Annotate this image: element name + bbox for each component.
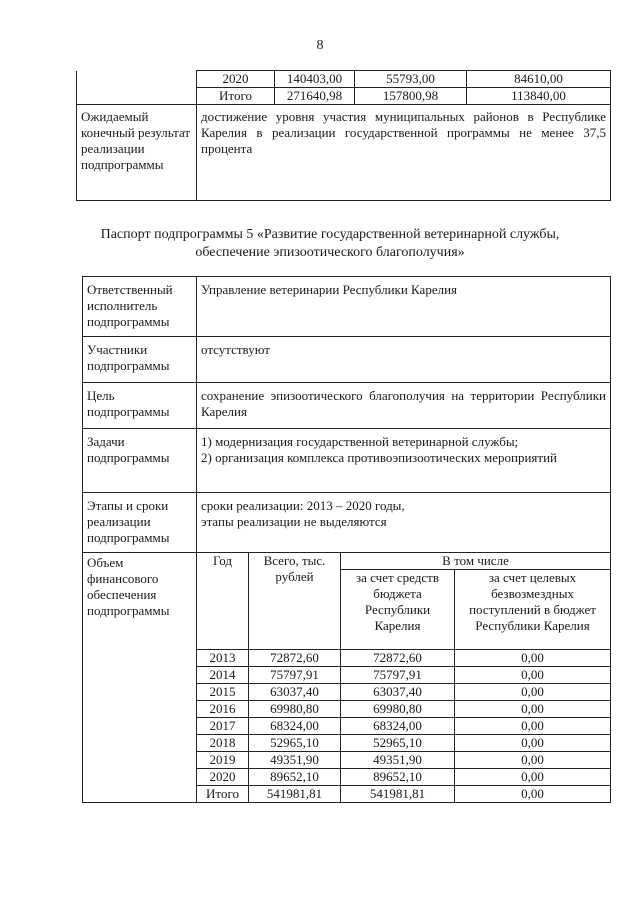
- year-cell: 2018: [197, 735, 249, 752]
- top-table: [76, 70, 611, 201]
- passport-title-line: Паспорт подпрограммы 5 «Развитие государственной ветеринарной службы,: [100, 227, 560, 242]
- table-row: [77, 71, 611, 88]
- total-cell: 49351,90: [249, 752, 341, 769]
- budget-cell: 52965,10: [341, 735, 455, 752]
- table-row: [77, 105, 611, 201]
- tasks-label: Задачи подпрограммы: [83, 429, 197, 493]
- total-cell: 140403,00: [275, 71, 355, 88]
- goal-label: Цель подпрограммы: [83, 383, 197, 429]
- table-row: [83, 337, 611, 383]
- budget-cell: 89652,10: [341, 769, 455, 786]
- total-cell: 69980,80: [249, 701, 341, 718]
- col-including-header: В том числе: [341, 553, 611, 570]
- table-row: [77, 88, 611, 105]
- result-label: Ожидаемый конечный результат реализации подпрограммы: [77, 105, 197, 201]
- year-cell: Итого: [197, 88, 275, 105]
- grants-cell: 0,00: [455, 786, 611, 803]
- grants-cell: 0,00: [455, 667, 611, 684]
- result-text: достижение уровня участия муниципальных районов в Республике Карелия в реализации государственной программы не менее 37,5 процента: [197, 105, 611, 201]
- task-item: 1) модернизация государственной ветеринарной службы;: [201, 434, 519, 449]
- empty-cell: [77, 88, 197, 105]
- total-cell: 271640,98: [275, 88, 355, 105]
- stages-line: сроки реализации: 2013 – 2020 годы,: [201, 498, 405, 513]
- page-number: 8: [316, 38, 324, 53]
- budget-cell: 49351,90: [341, 752, 455, 769]
- col-year-header: Год: [197, 553, 249, 650]
- passport-table: [82, 276, 611, 803]
- participants-label: Участники подпрограммы: [83, 337, 197, 383]
- year-cell: 2014: [197, 667, 249, 684]
- budget-cell: 75797,91: [341, 667, 455, 684]
- budget-cell: 55793,00: [355, 71, 467, 88]
- col-total-header: Всего, тыс. рублей: [249, 553, 341, 650]
- passport-title: [60, 226, 600, 262]
- year-cell: 2019: [197, 752, 249, 769]
- year-cell: 2017: [197, 718, 249, 735]
- grants-cell: 0,00: [455, 684, 611, 701]
- tasks-value: [197, 429, 611, 493]
- year-cell: 2015: [197, 684, 249, 701]
- total-cell: 72872,60: [249, 650, 341, 667]
- empty-cell: [77, 71, 197, 88]
- budget-cell: 69980,80: [341, 701, 455, 718]
- table-row: [83, 383, 611, 429]
- budget-cell: 63037,40: [341, 684, 455, 701]
- col-budget-header: за счет средств бюджета Республики Карелия: [341, 570, 455, 650]
- funding-label: Объем финансового обеспечения подпрограммы: [83, 553, 197, 803]
- total-cell: 63037,40: [249, 684, 341, 701]
- task-item: 2) организация комплекса противоэпизоотических мероприятий: [201, 450, 557, 465]
- table-row: [83, 493, 611, 553]
- stages-value: [197, 493, 611, 553]
- year-cell: 2013: [197, 650, 249, 667]
- total-cell: 75797,91: [249, 667, 341, 684]
- budget-cell: 541981,81: [341, 786, 455, 803]
- participants-value: отсутствуют: [197, 337, 611, 383]
- budget-cell: 72872,60: [341, 650, 455, 667]
- total-cell: 89652,10: [249, 769, 341, 786]
- grants-cell: 0,00: [455, 650, 611, 667]
- col-grants-header: за счет целевых безвозмездных поступлений в бюджет Республики Карелия: [455, 570, 611, 650]
- year-cell: Итого: [197, 786, 249, 803]
- responsible-value: Управление ветеринарии Республики Карелия: [197, 277, 611, 337]
- table-row: [83, 553, 611, 570]
- budget-cell: 68324,00: [341, 718, 455, 735]
- total-cell: 541981,81: [249, 786, 341, 803]
- goal-value: сохранение эпизоотического благополучия на территории Республики Карелия: [197, 383, 611, 429]
- total-cell: 68324,00: [249, 718, 341, 735]
- federal-cell: 113840,00: [467, 88, 611, 105]
- year-cell: 2020: [197, 71, 275, 88]
- stages-label: Этапы и сроки реализации подпрограммы: [83, 493, 197, 553]
- year-cell: 2020: [197, 769, 249, 786]
- grants-cell: 0,00: [455, 752, 611, 769]
- passport-title-line: обеспечение эпизоотического благополучия»: [195, 245, 465, 260]
- table-row: [83, 429, 611, 493]
- budget-cell: 157800,98: [355, 88, 467, 105]
- federal-cell: 84610,00: [467, 71, 611, 88]
- responsible-label: Ответственный исполнитель подпрограммы: [83, 277, 197, 337]
- table-row: [83, 277, 611, 337]
- grants-cell: 0,00: [455, 769, 611, 786]
- year-cell: 2016: [197, 701, 249, 718]
- grants-cell: 0,00: [455, 718, 611, 735]
- grants-cell: 0,00: [455, 701, 611, 718]
- grants-cell: 0,00: [455, 735, 611, 752]
- stages-line: этапы реализации не выделяются: [201, 514, 387, 529]
- total-cell: 52965,10: [249, 735, 341, 752]
